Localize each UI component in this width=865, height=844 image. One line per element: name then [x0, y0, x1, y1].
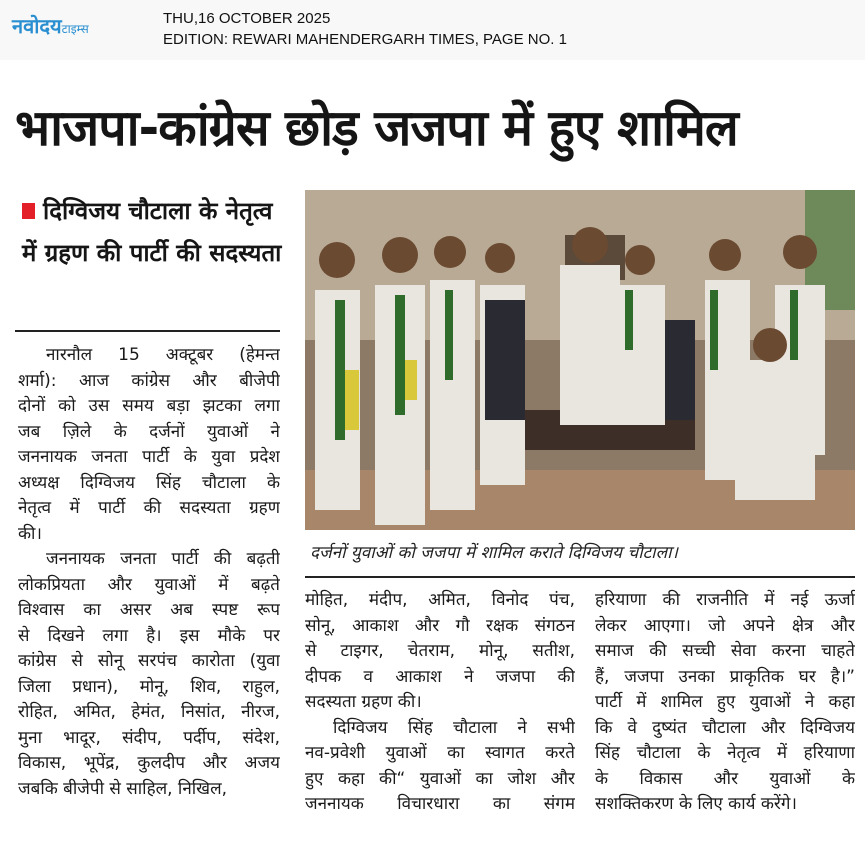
text-line: जननायक जनता पार्टी के युवा प्रदेश — [18, 447, 280, 467]
subheadline: दिग्विजय चौटाला के नेतृत्व में ग्रहण की पार्टी की सदस्यता — [22, 197, 282, 267]
publication-date: THU,16 OCTOBER 2025 — [163, 10, 331, 27]
text-line: मोहित, मंदीप, अमित, विनोद पंच, — [305, 590, 575, 610]
text-line: कि वे दुष्यंत चौटाला और दिग्विजय — [595, 717, 855, 738]
text-line: पार्टी में शामिल हुए युवाओं ने कहा — [595, 692, 855, 712]
text-line: विकास, भूपेंद्र, कुलदीप और अजय — [18, 753, 280, 773]
text-line: दोनों को उस समय बड़ा झटका लगा — [18, 396, 280, 416]
text-line: जबकि बीजेपी से साहिल, निखिल, — [18, 778, 228, 799]
text-line: नारनौल 15 अक्टूबर (हेमन्त — [46, 345, 280, 365]
divider — [15, 330, 280, 332]
text-line: सदस्यता ग्रहण की। — [305, 692, 422, 712]
text-line: शर्मा): आज कांग्रेस और बीजेपी — [18, 370, 280, 391]
article-column-3 — [595, 588, 855, 818]
text-line: हरियाणा की राजनीति में नई ऊर्जा — [595, 590, 855, 610]
text-line: सोनू, आकाश और गौ रक्षक संगठन — [305, 615, 575, 636]
text-line: जिला प्रधान), मोनू, शिव, राहुल, — [18, 676, 280, 697]
text-line: अध्यक्ष दिग्विजय सिंह चौटाला के — [18, 472, 280, 493]
news-photo — [305, 190, 855, 530]
article-column-2 — [305, 588, 575, 818]
headline: भाजपा-कांग्रेस छोड़ जजपा में हुए शामिल — [15, 99, 738, 157]
text-line: लोकप्रियता और युवाओं में बढ़ते — [18, 574, 280, 595]
text-line: लेकर आएगा। जो अपने क्षेत्र और — [595, 615, 855, 636]
newspaper-logo: नवोदयटाइम्स — [12, 14, 89, 38]
edition-label: EDITION: REWARI MAHENDERGARH TIMES, PAGE NO. 1 — [163, 31, 567, 48]
text-line: कांग्रेस से सोनू सरपंच कारोता (युवा — [18, 651, 280, 671]
header-bar — [0, 0, 865, 60]
text-line: जननायक जनता पार्टी की बढ़ती — [46, 549, 280, 569]
bullet-icon — [22, 203, 35, 219]
text-line: से टाइगर, चेतराम, मोनू, सतीश, — [305, 641, 575, 661]
text-line: हुए कहा की“ युवाओं का जोश और — [305, 768, 575, 789]
text-line: की। — [18, 523, 42, 544]
photo-caption: दर्जनों युवाओं को जजपा में शामिल कराते दिग्विजय चौटाला। — [310, 543, 678, 563]
text-line: मुना भादूर, संदीप, पर्दीप, संदेश, — [18, 727, 280, 748]
text-line: जब ज़िले के दर्जनों युवाओं ने — [18, 421, 280, 442]
text-line: दीपक व आकाश ने जजपा की — [305, 666, 575, 687]
text-line: हैं, जजपा उनका प्राकृतिक घर है।” — [595, 666, 855, 687]
text-line: नव-प्रवेशी युवाओं का स्वागत करते — [305, 743, 575, 763]
divider — [305, 576, 855, 578]
text-line: दिग्विजय सिंह चौटाला ने सभी — [333, 717, 575, 738]
text-line: रोहित, अमित, हेमंत, निसांत, नीरज, — [18, 702, 280, 722]
text-line: के विकास और युवाओं के — [595, 768, 855, 789]
edition-info — [163, 8, 567, 50]
text-line: विश्वास का असर अब स्पष्ट रूप — [18, 600, 280, 620]
text-line: सशक्तिकरण के लिए कार्य करेंगे। — [595, 794, 797, 814]
text-line: जननायक विचारधारा का संगम — [305, 794, 575, 814]
text-line: समाज की सच्ची सेवा करना चाहते — [595, 641, 855, 661]
text-line: सिंह चौटाला के नेतृत्व में हरियाणा — [595, 743, 855, 763]
article-column-1 — [18, 343, 280, 802]
text-line: से दिखने लगा है। इस मौके पर — [18, 625, 280, 646]
text-line: नेतृत्व में पार्टी की सदस्यता ग्रहण — [18, 498, 280, 518]
